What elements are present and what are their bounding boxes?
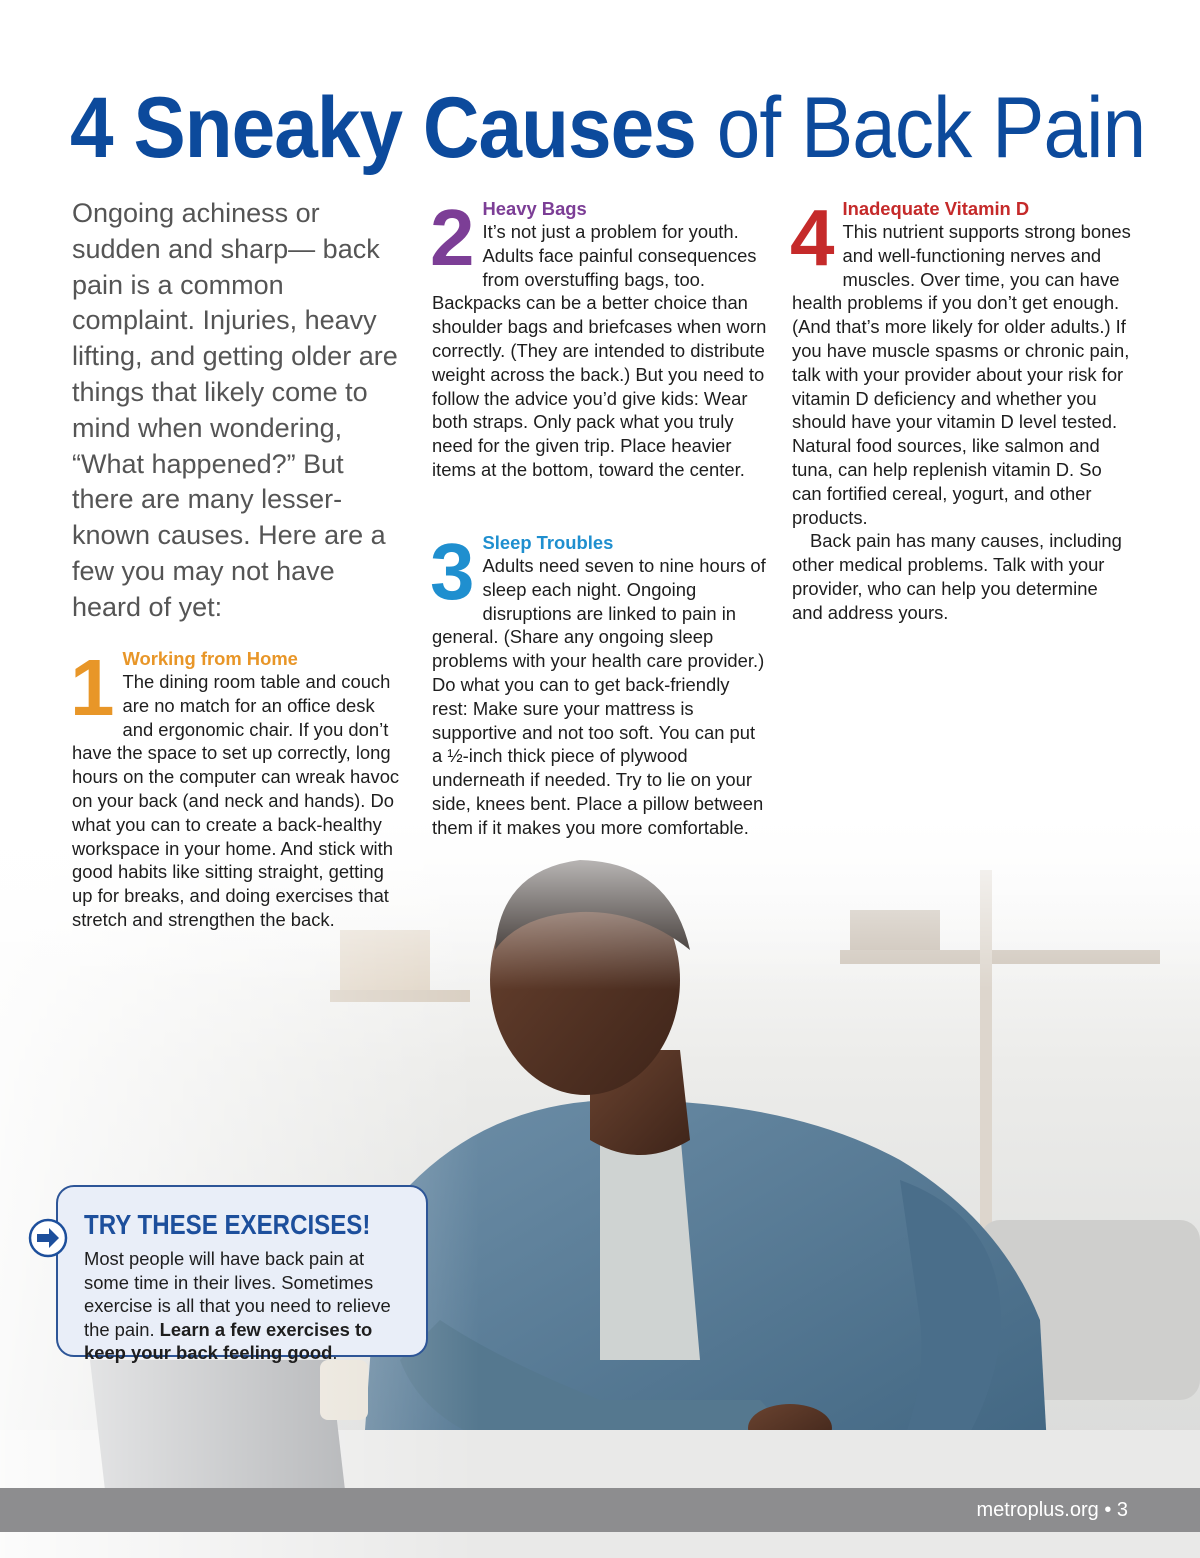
intro-paragraph: Ongoing achiness or sudden and sharp— back pain is a common complaint. Injuries, heavy lifting, and getting older are things that likely come to mind when wondering, “What happened?” But there are many lesser-known causes. Here are a few you may not have heard of yet: [72,198,398,622]
title-bold: 4 Sneaky Causes [70,80,696,176]
title-light: of Back Pain [716,80,1146,176]
exercise-callout [56,1185,428,1364]
section-title: Inadequate Vitamin D [842,198,1030,219]
section-body: This nutrient supports strong bones and well-functioning nerves and muscles. Over time, you can have health problems if you don’t get enough. (And that’s more likely for older adults.) If you have muscle spasms or chronic pain, talk with your provider about your risk for vitamin D deficiency and whether you should have your vitamin D level tested. Natural food sources, like salmon and tuna, can help replenish vitamin D. So can fortified cereal, yogurt, and other products. [792,221,1131,528]
section-number-1: 1 [70,643,115,732]
section-number-3: 3 [430,527,475,616]
section-body: Adults need seven to nine hours of sleep each night. Ongoing disruptions are linked to pain in general. (Share any ongoing sleep problems with your health care provider.) Do what you can to get back-friendly rest: Make sure your mattress is supportive and not too soft. You can put a ½-inch thick piece of plywood underneath if needed. Try to lie on your side, knees bent. Place a pillow between them if it makes you more comfortable. [432,555,766,838]
callout-title: TRY THESE EXERCISES! [84,1209,371,1240]
callout-body [84,1247,404,1365]
exercise-link[interactable]: Learn a few exercises to keep your back feeling good [84,1318,373,1364]
arrow-right-icon [28,1218,68,1258]
section-title: Working from Home [122,648,298,669]
section-vitamin-d [790,193,1132,625]
page-title [70,78,1145,178]
section-heavy-bags [430,193,768,482]
section-number-4: 4 [790,193,835,282]
callout-text: Most people will have back pain at some time in their lives. Sometimes exercise is all that you need to relieve the pain. [84,1248,391,1340]
section-title: Sleep Troubles [482,532,614,553]
section-closing-paragraph: Back pain has many causes, including other medical problems. Talk with your provider, who can help you determine and address yours. [792,530,1122,623]
section-number-2: 2 [430,193,475,282]
section-body: The dining room table and couch are no match for an office desk and ergonomic chair. If you don’t have the space to set up correctly, long hours on the computer can wreak havoc on your back (and neck and hands). Do what you can to create a back-healthy workspace in your home. And stick with good habits like sitting straight, getting up for breaks, and doing exercises that stretch and strengthen the back. [72,671,400,930]
section-title: Heavy Bags [482,198,587,219]
section-body: It’s not just a problem for youth. Adults face painful consequences from overstuffing bags, too. Backpacks can be a better choice than shoulder bags and briefcases when worn correctly. (They are intended to distribute weight across the back.) But you need to follow the advice you’d give kids: Wear both straps. Only pack what you truly need for the given trip. Place heavier items at the bottom, toward the center. [432,221,767,480]
section-working-from-home [70,643,408,932]
footer-page-number: metroplus.org • 3 [976,1499,1128,1521]
callout-end: . [332,1342,338,1364]
section-sleep-troubles [430,527,768,840]
